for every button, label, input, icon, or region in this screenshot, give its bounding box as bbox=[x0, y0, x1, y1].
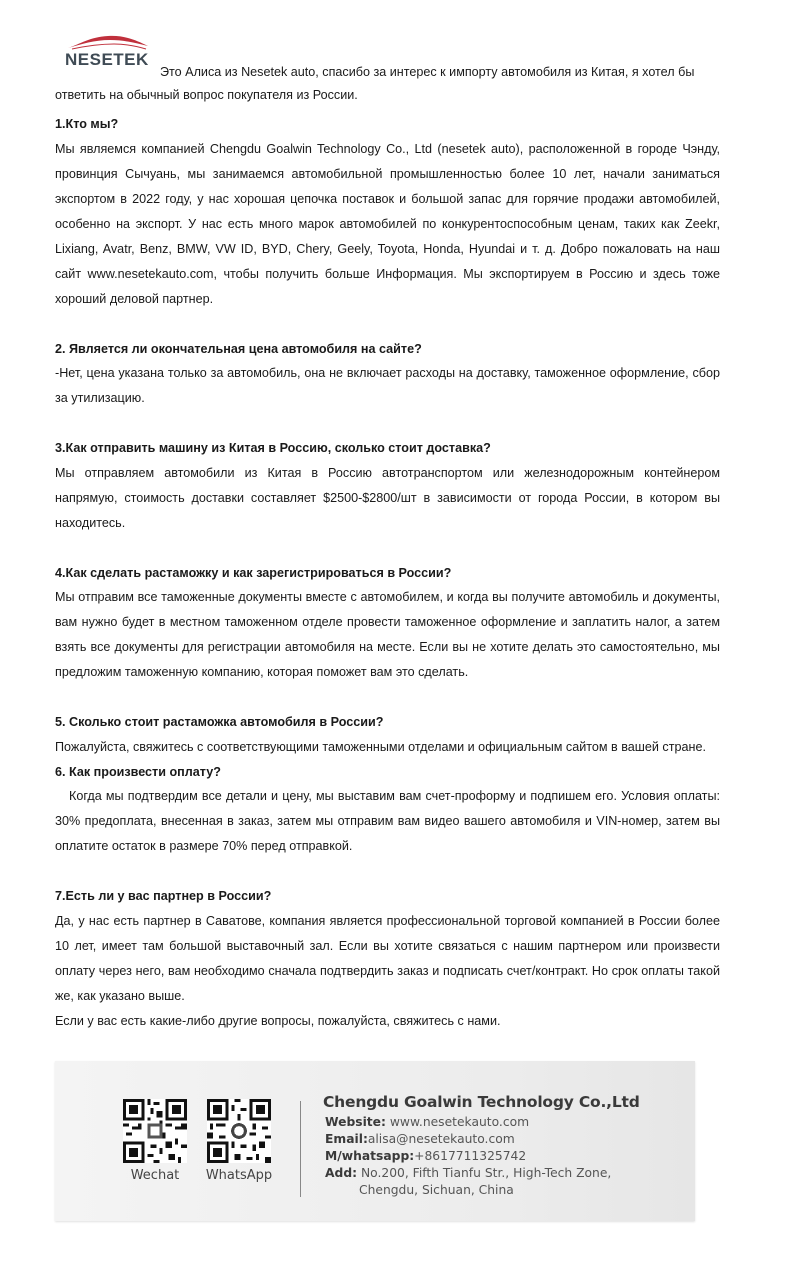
wechat-label: Wechat bbox=[130, 1168, 180, 1183]
section-title: 1.Кто мы? bbox=[55, 117, 119, 131]
whatsapp-number[interactable]: +8617711325742 bbox=[414, 1149, 527, 1163]
website-row bbox=[325, 1114, 529, 1131]
section-body: Да, у нас есть партнер в Саватове, компания является профессиональной торговой компанией в России более 10 лет, имеет там большой выставочный зал. Если вы хотите связаться с нашим партнером или произвести оплату через него, вам необходимо сначала подтвердить заказ и подписать счет/контракт. Но срок оплаты такой же, как указано выше. bbox=[55, 913, 720, 1003]
whatsapp-qr-code[interactable] bbox=[207, 1099, 271, 1163]
website-label: Website: bbox=[325, 1115, 386, 1129]
email-label: Email: bbox=[325, 1132, 368, 1146]
address-label: Add: bbox=[325, 1166, 358, 1180]
document-body bbox=[55, 112, 720, 1034]
section-body: Когда мы подтвердим все детали и цену, мы выставим вам счет-проформу и подпишем его. Условия оплаты: 30% предоплата, внесенная в заказ, затем мы отправим вам видео вашего автомобиля и VIN-номер, затем вы оплатите остаток в размере 70% перед отправкой. bbox=[55, 789, 720, 853]
logo-text: NESETEK bbox=[65, 50, 149, 69]
email-row bbox=[325, 1131, 515, 1148]
closing-text: Если у вас есть какие-либо другие вопросы, пожалуйста, свяжитесь с нами. bbox=[55, 1013, 501, 1028]
section-title: 7.Есть ли у вас партнер в России? bbox=[55, 889, 272, 903]
section-body: Мы отправляем автомобили из Китая в Россию автотранспортом или железнодорожным контейнером напрямую, стоимость доставки составляет $2500-$2800/шт в зависимости от города России, в котором вы находитесь. bbox=[55, 465, 720, 530]
section-title: 4.Как сделать растаможку и как зарегистрироваться в России? bbox=[55, 565, 452, 580]
whatsapp-row bbox=[325, 1148, 526, 1165]
address-line1: No.200, Fifth Tianfu Str., High-Tech Zone, bbox=[360, 1166, 612, 1180]
email-link[interactable]: alisa@nesetekauto.com bbox=[367, 1132, 515, 1146]
whatsapp-number-label: M/whatsapp: bbox=[325, 1149, 415, 1163]
section-body: -Нет, цена указана только за автомобиль, она не включает расходы на доставку, таможенное оформление, сбор за утилизацию. bbox=[55, 366, 720, 405]
section-title: 6. Как произвести оплату? bbox=[55, 764, 221, 779]
address-row bbox=[325, 1165, 611, 1182]
business-card bbox=[55, 1061, 695, 1221]
section-title: 5. Сколько стоит растаможка автомобиля в России? bbox=[55, 715, 384, 729]
card-divider bbox=[300, 1101, 301, 1197]
section-title: 3.Как отправить машину из Китая в Россию, сколько стоит доставка? bbox=[55, 441, 491, 455]
intro-line: ответить на обычный вопрос покупателя из России. bbox=[55, 88, 358, 102]
section-body: Пожалуйста, свяжитесь с соответствующими таможенными отделами и официальным сайтом в вашей стране. bbox=[55, 739, 706, 754]
company-logo bbox=[62, 34, 154, 74]
whatsapp-label: WhatsApp bbox=[205, 1168, 273, 1183]
website-link[interactable]: www.nesetekauto.com bbox=[389, 1115, 530, 1129]
section-title: 2. Является ли окончательная цена автомобиля на сайте? bbox=[55, 341, 422, 356]
address-line2: Chengdu, Sichuan, China bbox=[359, 1183, 514, 1197]
intro-line: Это Алиса из Nesetek auto, спасибо за интерес к импорту автомобиля из Китая, я хотел бы bbox=[160, 65, 695, 79]
wechat-qr-code[interactable] bbox=[123, 1099, 187, 1163]
section-body: Мы отправим все таможенные документы вместе с автомобилем, и когда вы получите автомобиль и документы, вам нужно будет в местном таможенном отделе провести таможенное оформление и заплатить налог, а затем взять все документы для регистрации автомобиля на месте. Если вы не хотите делать это самостоятельно, мы предложим таможенную компанию, которая поможет вам это сделать. bbox=[55, 590, 720, 679]
company-name: Chengdu Goalwin Technology Co.,Ltd bbox=[323, 1093, 640, 1111]
section-body: Мы являемся компанией Chengdu Goalwin Technology Co., Ltd (nesetek auto), расположенной в городе Чэнду, провинция Сычуань, мы занимаемся автомобильной промышленностью более 10 лет, начали заниматься экспортом в 2022 году, у нас хорошая цепочка поставок и большой запас для горячие продажи автомобилей, особенно на экспорт. У нас есть много марок автомобилей по конкурентоспособным ценам, таких как Zeekr, Lixiang, Avatr, Benz, BMW, VW ID, BYD, Chery, Geely, Toyota, Honda, Hyundai и т. д. Добро пожаловать на наш сайт www.nesetekauto.com, чтобы получить больше Информация. Мы экспортируем в Россию и здесь тоже хороший деловой партнер. bbox=[55, 141, 720, 306]
